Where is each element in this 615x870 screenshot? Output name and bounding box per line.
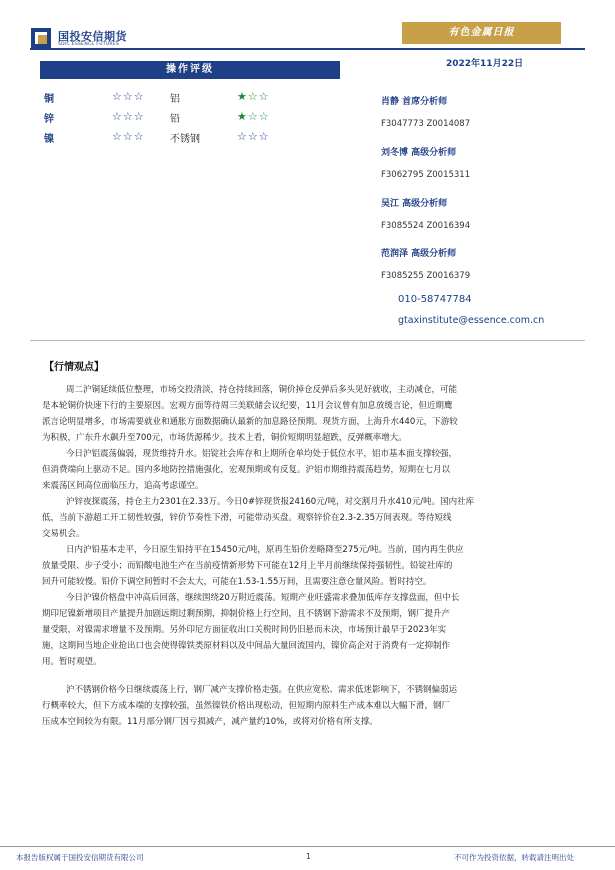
- header-divider: [30, 48, 585, 50]
- analyst-license-id: F3047773 Z0014087: [381, 119, 471, 129]
- text-line: 来震荡区间高位面临压力，追高考虑谨空。: [42, 481, 204, 491]
- page-number: 1: [306, 852, 311, 861]
- paragraph-zinc: [42, 494, 590, 542]
- paragraph-lead: [42, 542, 590, 590]
- text-line: 是本轮铜价快速下行的主要原因。宏观方面等待周三美联储会议纪要，11月会议曾有加息放缓言论，但近期鹰: [42, 401, 453, 411]
- text-line: 量受限，对镍需求增量不及预期。另外印尼方面征收出口关税时间仍旧悬而未决，市场预计最早于2023年实: [42, 625, 447, 635]
- text-line: 期印尼镍新增项目产量提升加剧远期过剩预期，抑制价格上行空间，且不锈钢下游需求不及预期，钢厂提升产: [42, 609, 451, 619]
- star-empty-icon: ☆☆: [247, 110, 270, 123]
- text-line: 回升可能较慢。铅价下调空间暂时不会太大，可能在1.53-1.55万间，且需要注意仓量风险。暂时持空。: [42, 577, 432, 587]
- analyst-name: 刘冬博 高级分析师: [381, 148, 457, 158]
- metal-name: 锌: [44, 114, 54, 125]
- text-line: 低，当前下游超工开工韧性较强，锌价节奏性下滑，可能带动买盘。观察锌价在2.3-2.35万间表现。等待短线: [42, 513, 452, 523]
- text-line: 施，这期间当地企业抢出口也会使得镍铁类原材料以及中间品大量回流国内，镍价高企对于消费有一定抑制作: [42, 641, 451, 651]
- text-line: 行概率较大，但下方成本端的支撑较强，虽然镍铁价格出现松动，但短期内原料生产成本难以大幅下滑，钢厂: [42, 701, 451, 711]
- rating-stars: [237, 130, 270, 143]
- text-line: 交易机会。: [42, 529, 85, 539]
- footer-copyright: 本报告版权属于国投安信期货有限公司: [16, 853, 144, 862]
- metal-name: 不锈钢: [170, 134, 200, 145]
- star-full-icon: ★: [237, 110, 248, 123]
- rating-stars: [237, 110, 270, 123]
- company-name-cn: 国投安信期货: [58, 30, 127, 43]
- paragraph-stainless-steel: [42, 682, 590, 730]
- report-type-tag: 有色金属日报: [402, 22, 561, 44]
- rating-row: [40, 110, 340, 128]
- metal-name: 铝: [170, 94, 180, 105]
- section-title: 【行情观点】: [44, 362, 104, 373]
- analyst-license-id: F3085524 Z0016394: [381, 221, 471, 231]
- report-date: 2022年11月22日: [446, 59, 524, 69]
- star-empty-icon: ☆☆☆: [237, 130, 270, 143]
- analyst-name: 吴江 高级分析师: [381, 199, 448, 209]
- company-logo-icon: [30, 27, 52, 49]
- text-line: 沪锌夜探震荡，持仓主力2301在2.33万。今日0#锌现货报24160元/吨，对交割月升水410元/吨。国内社库: [66, 497, 475, 507]
- star-full-icon: ★: [237, 90, 248, 103]
- rating-stars: ☆☆☆: [112, 130, 145, 143]
- text-line: 用。暂时观望。: [42, 657, 102, 667]
- contact-email[interactable]: gtaxinstitute@essence.com.cn: [398, 315, 545, 326]
- text-line: 今日沪铝震荡偏弱，现货维持升水。铝锭社会库存和上期所仓单均处于低位水平，铝市基本面支撑较强，: [66, 449, 458, 459]
- section-divider: [30, 340, 585, 341]
- text-line: 压成本空间较为有限。11月部分钢厂因亏损减产，减产量约10%，或将对价格有所支撑。: [42, 717, 378, 727]
- text-line: 放量受限、步子受小；而铅酸电池生产在当前疫情新形势下可能在12月上半月前继续保持强韧性。铅锭社库的: [42, 561, 453, 571]
- rating-stars: ☆☆☆: [112, 90, 145, 103]
- paragraph-aluminum: [42, 446, 590, 494]
- metal-name: 镍: [44, 134, 54, 145]
- text-line: 今日沪镍价格盘中冲高后回落，继续围绕20万附近震荡。短期产业旺盛需求叠加低库存支撑盘面，但中长: [66, 593, 460, 603]
- text-line: 为积极，广东升水飙升至700元，市场货源稀少。技术上看，铜价短期明显超跌，反弹概率增大。: [42, 433, 407, 443]
- contact-phone: 010-58747784: [398, 294, 472, 305]
- rating-stars: ☆☆☆: [112, 110, 145, 123]
- metal-name: 铅: [170, 114, 180, 125]
- paragraph-copper: [42, 382, 590, 446]
- ratings-title: 操作评级: [40, 61, 340, 79]
- analyst-name: 肖静 首席分析师: [381, 97, 448, 107]
- company-name-en: SDIC ESSENCE FUTURES: [58, 42, 120, 47]
- analyst-license-id: F3062795 Z0015311: [381, 170, 471, 180]
- text-line: 日内沪铅基本走平，今日原生铅持平在15450元/吨，原再生铅价差略降至275元/吨。当前，国内再生供应: [66, 545, 464, 555]
- footer-disclaimer: 不可作为投资依据，转载请注明出处: [454, 853, 574, 862]
- analyst-name: 范润泽 高级分析师: [381, 249, 457, 259]
- rating-row: [40, 90, 340, 108]
- text-line: 但消费端向上驱动不足。国内多地防控措施强化，宏观预期或有反复。沪铝市期维持震荡趋势，短期在七月以: [42, 465, 451, 475]
- text-line: 派言论明显增多，市场需要就业和通胀方面数据确认最新的加息路径预期。现货方面，上海升水440元，下游较: [42, 417, 458, 427]
- star-empty-icon: ☆☆: [247, 90, 270, 103]
- metal-name: 铜: [44, 94, 54, 105]
- paragraph-nickel: [42, 590, 590, 670]
- text-line: 周二沪铜延续低位整理，市场交投清淡，持仓持续回落，铜价掉仓反弹后多头见好就收，主动减仓，可能: [66, 385, 458, 395]
- footer-divider: [0, 846, 615, 847]
- rating-row: [40, 130, 340, 148]
- text-line: 沪不锈钢价格今日继续震荡上行，钢厂减产支撑价格走强。在供应宽松、需求低迷影响下，不锈钢偏弱运: [66, 685, 458, 695]
- rating-stars: [237, 90, 270, 103]
- analyst-license-id: F3085255 Z0016379: [381, 271, 471, 281]
